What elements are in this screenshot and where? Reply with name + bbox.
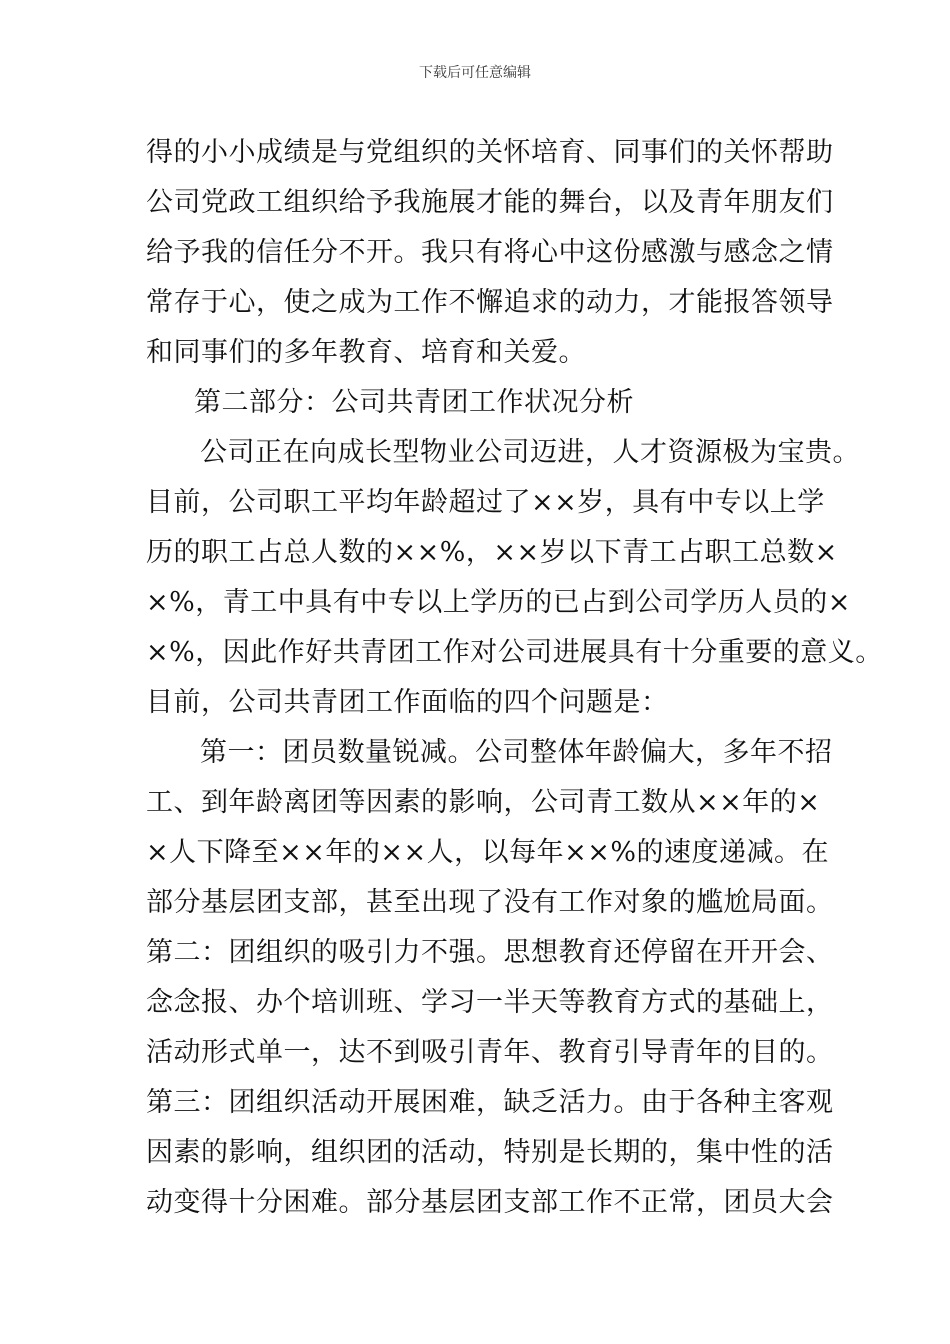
text-line: 给予我的信任分不开。我只有将心中这份感激与感念之情 [146, 237, 834, 268]
paragraph-start: 公司正在向成长型物业公司迈进，人才资源极为宝贵。 [200, 437, 860, 468]
text-line: 动变得十分困难。部分基层团支部工作不正常，团员大会 [146, 1187, 834, 1218]
document-body [146, 128, 883, 1228]
text-line: 第三：团组织活动开展困难，缺乏活力。由于各种主客观 [146, 1087, 834, 1118]
text-line: 因素的影响，组织团的活动，特别是长期的，集中性的活 [146, 1137, 834, 1168]
text-line: 历的职工占总人数的××%，××岁以下青工占职工总数× [146, 537, 838, 568]
text-line: 目前，公司共青团工作面临的四个问题是： [146, 687, 669, 718]
text-line: 第二：团组织的吸引力不强。思想教育还停留在开开会、 [146, 937, 834, 968]
text-line: 活动形式单一，达不到吸引青年、教育引导青年的目的。 [146, 1037, 834, 1068]
text-line: 目前，公司职工平均年龄超过了××岁，具有中专以上学 [146, 487, 825, 518]
text-line: ×%，青工中具有中专以上学历的已占到公司学历人员的× [146, 587, 851, 618]
text-line: 得的小小成绩是与党组织的关怀培育、同事们的关怀帮助 [146, 137, 834, 168]
paragraph-start: 第一：团员数量锐减。公司整体年龄偏大，多年不招 [200, 737, 833, 768]
section-heading: 第二部分：公司共青团工作状况分析 [194, 387, 634, 418]
page-header-note: 下载后可任意编辑 [419, 65, 531, 81]
text-line: 工、到年龄离团等因素的影响，公司青工数从××年的× [146, 787, 821, 818]
text-line: 念念报、办个培训班、学习一半天等教育方式的基础上， [146, 987, 834, 1018]
text-line: ×人下降至××年的××人，以每年××%的速度递减。在 [146, 837, 830, 868]
text-line: 常存于心，使之成为工作不懈追求的动力，才能报答领导 [146, 287, 834, 318]
text-line: ×%，因此作好共青团工作对公司进展具有十分重要的意义。 [146, 637, 883, 668]
text-line: 部分基层团支部，甚至出现了没有工作对象的尴尬局面。 [146, 887, 834, 918]
text-line: 公司党政工组织给予我施展才能的舞台，以及青年朋友们 [146, 187, 834, 218]
text-line: 和同事们的多年教育、培育和关爱。 [146, 337, 586, 368]
